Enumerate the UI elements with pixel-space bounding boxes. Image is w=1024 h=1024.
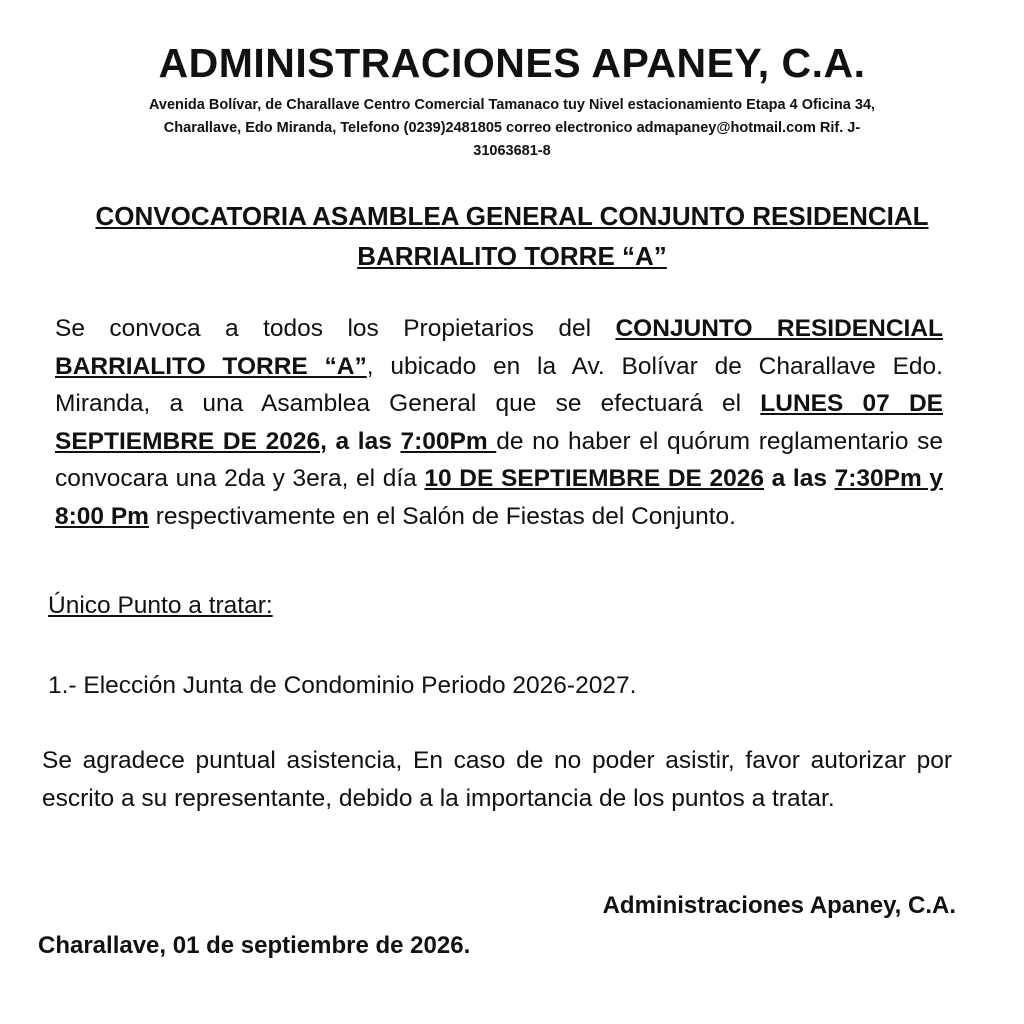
company-address	[80, 94, 944, 163]
first-date: LUNES 07 DE SEPTIEMBRE DE 2026	[55, 390, 943, 455]
address-line-3: 31063681-8	[473, 143, 551, 159]
signature: Administraciones Apaney, C.A.	[602, 892, 956, 919]
agenda-item: 1.- Elección Junta de Condominio Periodo 2026-2027.	[48, 672, 637, 699]
complex-name: CONJUNTO RESIDENCIAL BARRIALITO TORRE “A”	[55, 315, 943, 380]
agenda-heading: Único Punto a tratar:	[48, 592, 273, 619]
place-date: Charallave, 01 de septiembre de 2026.	[38, 932, 471, 959]
body-text-2: , ubicado en la Av. Bolívar de Charallave Edo. Miranda, a una Asamblea General que se efectuará el	[55, 352, 943, 417]
second-date: 10 DE SEPTIEMBRE DE 2026	[424, 465, 765, 492]
address-line-1: Avenida Bolívar, de Charallave Centro Comercial Tamanaco tuy Nivel estacionamiento Etapa 4 Oficina 34,	[148, 97, 876, 113]
notice-title	[40, 196, 984, 276]
body-text-1: Se convoca a todos los Propietarios del	[55, 315, 616, 342]
first-time: 7:00Pm	[400, 427, 497, 455]
notice-title-line-2: BARRIALITO TORRE “A”	[357, 241, 667, 271]
second-times: 7:30Pm y 8:00 Pm	[55, 465, 943, 530]
notice-title-line-1: CONVOCATORIA ASAMBLEA GENERAL CONJUNTO RESIDENCIAL	[95, 201, 929, 231]
body-text-3: , a las	[320, 427, 401, 455]
closing-paragraph: Se agradece puntual asistencia, En caso de no poder asistir, favor autorizar por escrito a su representante, debido a la importancia de los puntos a tratar.	[42, 747, 952, 812]
address-line-2: Charallave, Edo Miranda, Telefono (0239)2481805 correo electronico admapaney@hotmail.com Rif. J-	[163, 120, 861, 136]
body-text-6: respectivamente en el Salón de Fiestas del Conjunto.	[148, 502, 736, 530]
body-text-5: a las	[764, 465, 835, 492]
body-text-4: de no haber el quórum reglamentario se convocara una 2da y 3era, el día	[55, 427, 943, 492]
convocation-paragraph	[55, 310, 943, 535]
company-name: ADMINISTRACIONES APANEY, C.A.	[158, 40, 866, 86]
